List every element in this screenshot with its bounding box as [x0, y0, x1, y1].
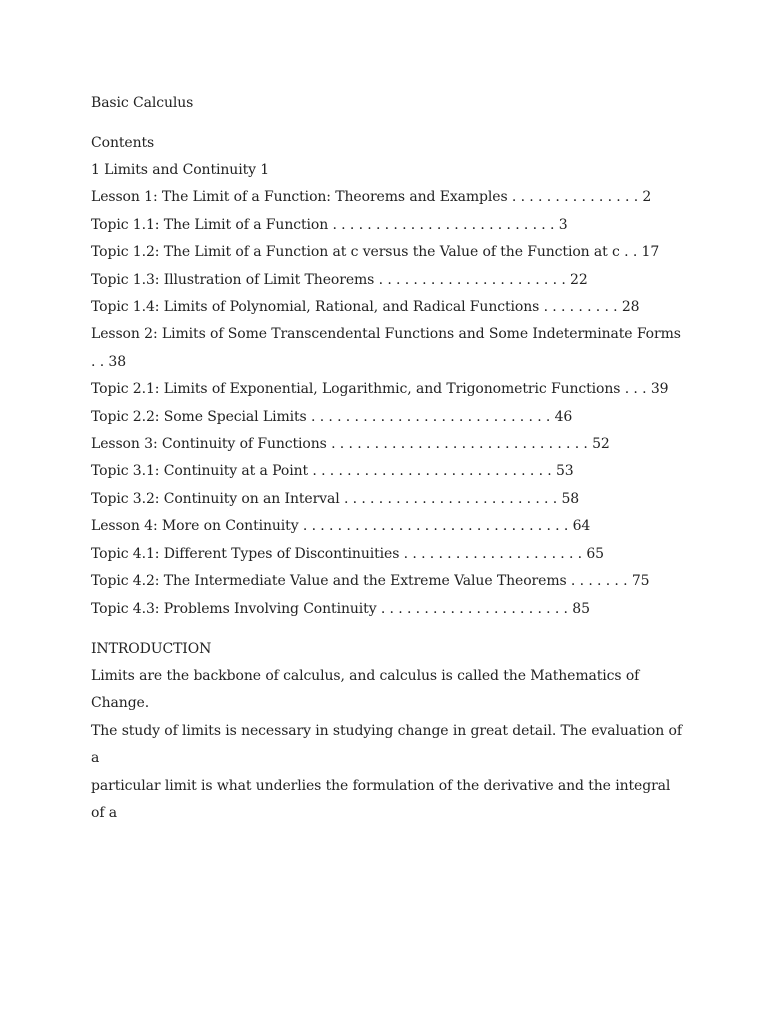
toc-topic-4-2[interactable]: Topic 4.2: The Intermediate Value and the Extreme Value Theorems . . . . . . . 75 — [91, 573, 650, 590]
toc-lesson-1[interactable]: Lesson 1: The Limit of a Function: Theorems and Examples . . . . . . . . . . . . . . . 2 — [91, 189, 652, 206]
document-page — [91, 90, 683, 827]
toc-topic-1-3[interactable]: Topic 1.3: Illustration of Limit Theorems . . . . . . . . . . . . . . . . . . . . . . 22 — [91, 271, 588, 288]
intro-paragraph: The study of limits is necessary in studying change in great detail. The evaluation of a — [91, 722, 682, 767]
document-title: Basic Calculus — [91, 95, 194, 111]
intro-paragraph: Limits are the backbone of calculus, and calculus is called the Mathematics of Change. — [91, 667, 640, 712]
toc-topic-3-2[interactable]: Topic 3.2: Continuity on an Interval . . . . . . . . . . . . . . . . . . . . . . . . . 58 — [91, 490, 580, 507]
intro-paragraph: particular limit is what underlies the formulation of the derivative and the integral of a — [91, 777, 671, 821]
toc-topic-2-1[interactable]: Topic 2.1: Limits of Exponential, Logarithmic, and Trigonometric Functions . . . 39 — [91, 381, 669, 398]
toc-lesson-3[interactable]: Lesson 3: Continuity of Functions . . . . . . . . . . . . . . . . . . . . . . . . . . . . . . 52 — [91, 436, 610, 453]
table-of-contents — [91, 157, 683, 623]
toc-topic-3-1[interactable]: Topic 3.1: Continuity at a Point . . . . . . . . . . . . . . . . . . . . . . . . . . . . 53 — [91, 463, 574, 480]
toc-topic-1-4[interactable]: Topic 1.4: Limits of Polynomial, Rational, and Radical Functions . . . . . . . . . 28 — [91, 299, 640, 316]
introduction-heading: INTRODUCTION — [91, 640, 212, 657]
toc-chapter-1[interactable]: 1 Limits and Continuity 1 — [91, 162, 270, 178]
toc-topic-4-1[interactable]: Topic 4.1: Different Types of Discontinuities . . . . . . . . . . . . . . . . . . . . . 65 — [91, 545, 604, 562]
contents-heading: Contents — [91, 135, 155, 151]
introduction-body — [91, 663, 683, 827]
toc-topic-4-3[interactable]: Topic 4.3: Problems Involving Continuity . . . . . . . . . . . . . . . . . . . . . . 85 — [91, 600, 590, 617]
toc-lesson-2[interactable]: Lesson 2: Limits of Some Transcendental Functions and Some Indeterminate Forms . . 38 — [91, 326, 681, 370]
toc-topic-1-2[interactable]: Topic 1.2: The Limit of a Function at c versus the Value of the Function at c . . 17 — [91, 244, 660, 261]
toc-topic-1-1[interactable]: Topic 1.1: The Limit of a Function . . . . . . . . . . . . . . . . . . . . . . . . . . 3 — [91, 216, 568, 233]
toc-topic-2-2[interactable]: Topic 2.2: Some Special Limits . . . . . . . . . . . . . . . . . . . . . . . . . . . . 46 — [91, 408, 573, 425]
toc-lesson-4[interactable]: Lesson 4: More on Continuity . . . . . . . . . . . . . . . . . . . . . . . . . . . . . . . 64 — [91, 518, 591, 535]
